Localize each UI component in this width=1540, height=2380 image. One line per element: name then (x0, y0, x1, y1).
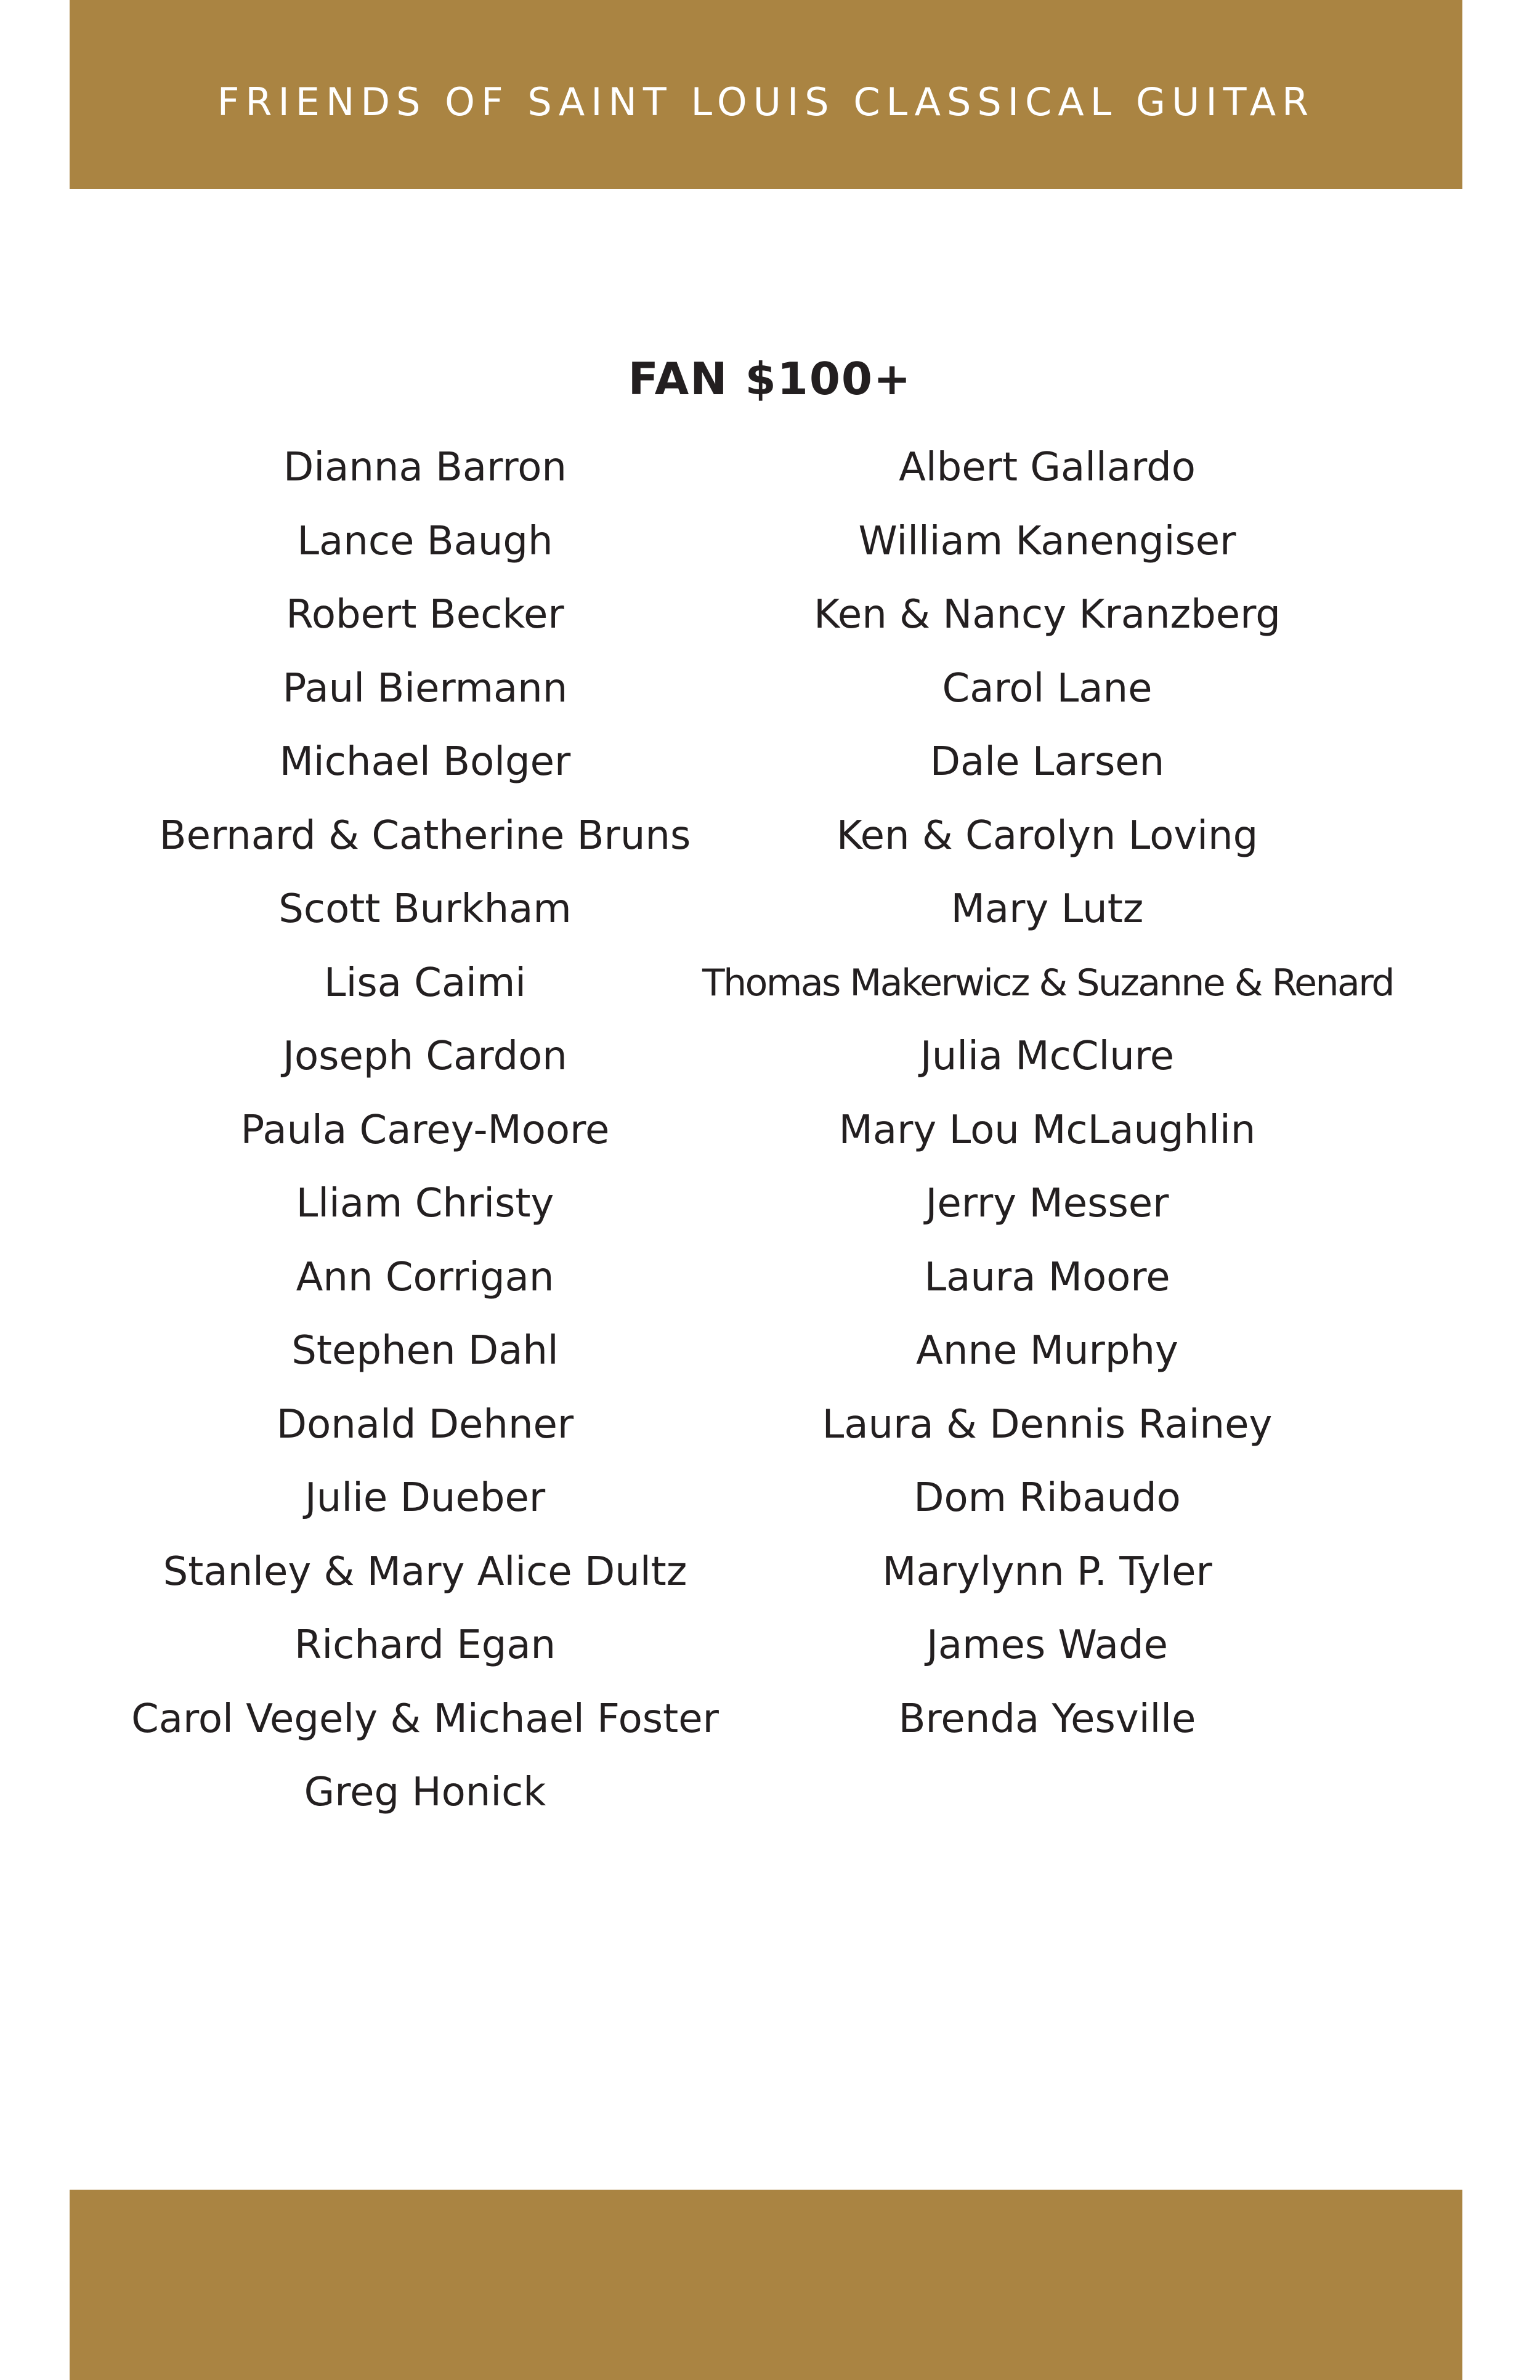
donor-name: Brenda Yesville (898, 1696, 1196, 1742)
organization-title: FRIENDS OF SAINT LOUIS CLASSICAL GUITAR (217, 79, 1315, 124)
donor-list-right (702, 431, 1392, 1756)
donor-name: James Wade (926, 1622, 1168, 1668)
donor-name: Albert Gallardo (899, 445, 1196, 490)
donor-name: Dom Ribaudo (914, 1475, 1181, 1521)
donor-name: Marylynn P. Tyler (882, 1548, 1212, 1595)
donor-name: William Kanengiser (858, 518, 1236, 564)
donor-list-left (99, 431, 752, 1830)
donor-name: Lance Baugh (297, 518, 553, 564)
donor-name: Ken & Carolyn Loving (836, 812, 1258, 859)
donor-name: Greg Honick (304, 1770, 546, 1815)
donor-name: Julia McClure (920, 1034, 1175, 1079)
donor-name: Ann Corrigan (296, 1254, 554, 1300)
donor-name: Stephen Dahl (291, 1328, 559, 1374)
donor-name: Michael Bolger (279, 739, 571, 785)
donor-name: Thomas Makerwicz & Suzanne & Renard (702, 961, 1393, 1005)
donor-name: Julie Dueber (304, 1475, 546, 1521)
donor-name: Dale Larsen (930, 739, 1165, 785)
donor-name: Richard Egan (294, 1622, 556, 1668)
donor-name: Bernard & Catherine Bruns (159, 812, 691, 859)
donor-name: Robert Becker (286, 592, 564, 638)
donor-name: Paul Biermann (282, 665, 568, 711)
donor-name: Stanley & Mary Alice Dultz (163, 1548, 687, 1595)
footer-band (70, 2190, 1462, 2380)
donor-name: Lliam Christy (296, 1181, 554, 1226)
tier-heading: FAN $100+ (628, 353, 912, 405)
donor-name: Joseph Cardon (283, 1034, 567, 1079)
donor-name: Jerry Messer (925, 1181, 1169, 1226)
donor-name: Carol Vegely & Michael Foster (131, 1696, 719, 1742)
donor-name: Dianna Barron (283, 445, 567, 490)
donor-name: Mary Lou McLaughlin (838, 1107, 1256, 1153)
donor-name: Ken & Nancy Kranzberg (814, 592, 1281, 638)
header-band (70, 0, 1462, 189)
donor-name: Mary Lutz (950, 886, 1144, 932)
donor-name: Lisa Caimi (323, 960, 527, 1006)
donor-name: Carol Lane (942, 665, 1153, 711)
donor-name: Laura & Dennis Rainey (822, 1401, 1273, 1447)
donor-name: Laura Moore (924, 1254, 1170, 1300)
donor-name: Paula Carey-Moore (240, 1107, 610, 1153)
donor-name: Donald Dehner (276, 1401, 574, 1447)
donor-name: Anne Murphy (916, 1328, 1178, 1374)
donor-name: Scott Burkham (278, 886, 572, 932)
